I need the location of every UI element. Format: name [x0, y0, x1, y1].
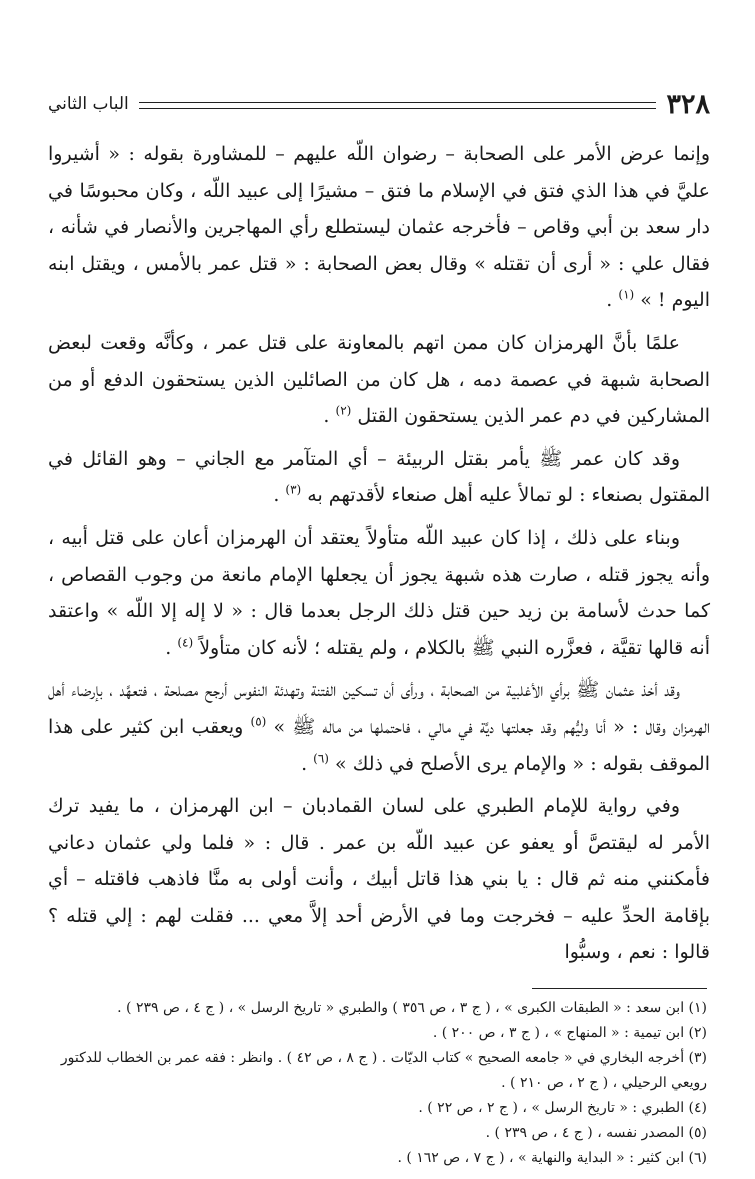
footnote-item: (٣) أخرجه البخاري في « جامعه الصحيح » كتاب الديّات . ( ج ٨ ، ص ٤٢ ) . وانظر : فقه عمر بن الخطاب للدكتور رويعي الرحيلي ، ( ج ٢ ، ص ٢١٠ ) . [60, 1050, 707, 1091]
footnotes [48, 996, 707, 1171]
footnote-item: (٦) ابن كثير : « البداية والنهاية » ، ( ج ٧ ، ص ١٦٢ ) . [397, 1150, 707, 1166]
paragraph: وقد أخذ عثمان ﷺ برأي الأغلبية من الصحابة ، ورأى أن تسكين الفتنة وتهدئة النفوس أرجح مصلحة ، فتعهَّد ، بإرضاء أهل الهرمزان وقال : « أنا وليُّهم وقد جعلتها ديَّة في مالي ، فاحتملها من ماله ﷺ » $^{(٥)}$ ويعقب ابن كثير على هذا الموقف بقوله : « والإمام يرى الأصلح في ذلك » $^{(٦)}$ . [48, 679, 710, 775]
page-number: ٣٢٨ [666, 88, 710, 120]
footnote-ref[interactable]: (٢) [335, 403, 352, 418]
footnote-item: (٥) المصدر نفسه ، ( ج ٤ ، ص ٢٣٩ ) . [485, 1125, 707, 1141]
footnote-item: (١) ابن سعد : « الطبقات الكبرى » ، ( ج ٣ ، ص ٣٥٦ ) والطبري « تاريخ الرسل » ، ( ج ٤ ، ص ٢٣٩ ) . [117, 1000, 707, 1016]
chapter-title: الباب الثاني [48, 94, 129, 114]
footnote-item: (٢) ابن تيمية : « المنهاج » ، ( ج ٣ ، ص ٢٠٠ ) . [432, 1025, 707, 1041]
footnote-ref[interactable]: (٦) [313, 751, 329, 766]
paragraph: وفي رواية للإمام الطبري على لسان القمادبان – ابن الهرمزان ، ما يفيد ترك الأمر له ليقتصَّ أو يعفو عن عبيد اللّه بن عمر . قال : « فلما ولي عثمان دعاني فأمكنني منه ثم قال : يا بني هذا قاتل أبيك ، وأنت أولى به منَّا فاذهب فاقتله – أي بإقامة الحدِّ عليه – فخرجت وما في الأرض أحد إلاَّ معي ... فقلت لهم : إلي قتله ؟ قالوا : نعم ، وسبُّوا [48, 795, 710, 964]
footnote-separator [532, 988, 707, 989]
paragraph: وبناء على ذلك ، إذا كان عبيد اللّه متأولاً يعتقد أن الهرمزان أعان على قتل أبيه ، وأنه يجوز قتله ، صارت هذه شبهة يجوز أن يجعلها الإمام مانعة من وجوب القصاص ، كما حدث لأسامة بن زيد حين قتل ذلك الرجل بعدما قال : « لا إله إلا اللّه » واعتقد أنه قالها تقيَّة ، فعزَّره النبي ﷺ بالكلام ، ولم يقتله ؛ لأنه كان متأولاً $^{(٤)}$ . [48, 526, 710, 659]
footnote-ref[interactable]: (١) [618, 288, 635, 303]
footnote-ref[interactable]: (٣) [285, 483, 302, 498]
header-rule [139, 102, 657, 109]
book-page [48, 84, 710, 977]
paragraph: وقد كان عمر ﷺ يأمر بقتل الربيئة – أي المتآمر مع الجاني – وهو القائل في المقتول بصنعاء : لو تمالأ عليه أهل صنعاء لأقدتهم به $^{(٣)}$ . [48, 447, 710, 507]
main-text [48, 136, 710, 971]
footnote-ref[interactable]: (٥) [250, 714, 267, 729]
running-header [48, 84, 710, 124]
footnote-ref[interactable]: (٤) [177, 635, 194, 650]
paragraph: وإنما عرض الأمر على الصحابة – رضوان اللّه عليهم – للمشاورة بقوله : « أشيروا عليَّ في هذا الذي فتق في الإسلام ما فتق – مشيرًا إلى عبيد اللّه ، وكان محبوسًا في دار سعد بن أبي وقاص – فأخرجه عثمان ليستطلع رأي المهاجرين والأنصار في شأنه ، فقال علي : « أرى أن تقتله » وقال بعض الصحابة : « قتل عمر بالأمس ، ويقتل ابنه اليوم ! » $^{(١)}$ . [48, 143, 710, 312]
footnote-item: (٤) الطبري : « تاريخ الرسل » ، ( ج ٢ ، ص ٢٢ ) . [418, 1100, 707, 1116]
paragraph: علمًا بأنَّ الهرمزان كان ممن اتهم بالمعاونة على قتل عمر ، وكأنَّه وقعت لبعض الصحابة شبهة في عصمة دمه ، هل كان من الصائلين الذين يستحقون الدفع أو من المشاركين في دم عمر الذين يستحقون القتل $^{(٢)}$ . [48, 331, 710, 428]
